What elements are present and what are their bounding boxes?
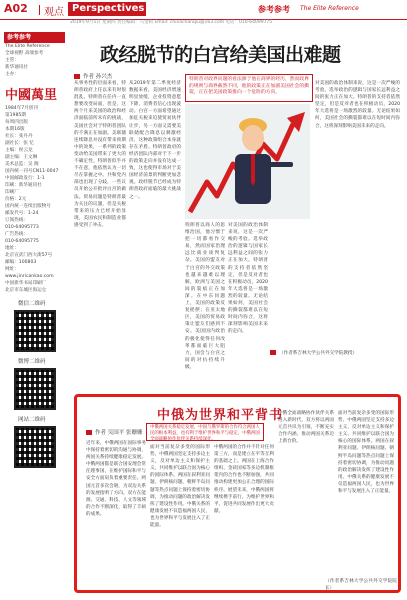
qr-label-weibo: 微博二维码 [18, 359, 46, 365]
info-line: 中国邮政发行：1-1 [5, 176, 45, 181]
info-line: 邮编：100803 [5, 260, 37, 265]
article-column-3: 特朗普以商人的思维治国，他习惯于把一切都看作交易，然而国家治理远比商业谈判复杂。美国的盟友对于白宫的外交政策也越来越难以理解，欧洲与美国之间的裂痕正在加深。在中东问题上，美国的政策反复摇摆；在亚太地区，美国的贸易政策让盟友们感到不安。美国国内政治的极化使得任何改革都面临巨大阻力，国会与白宫之间的对抗持续升级。 [185, 223, 225, 370]
info-line: 北京市东城区海运仓 [5, 288, 47, 293]
sidebar-line: 全球视野 高端参考 [5, 51, 44, 56]
box-column-3: 中俄两国的合作并不针对任何第三方，而是建立在平等互利的基础之上。两国在上海合作组织、金砖国家等多边机制框架内的合作也不断加强，共同推动构建更加公正合理的国际秩序。展望未来，中俄两国将继续携手前行，为维护世界和平、促进共同发展作出更大贡献。 [214, 445, 274, 514]
info-line: www.jinricankao.com [5, 274, 54, 279]
author-marker-icon [74, 74, 80, 79]
info-line: 印刷厂 [5, 190, 19, 195]
page-code: A02 [4, 2, 28, 15]
box-article-lead: 中俄两国关系稳定发展，中国与俄罗斯的合作符合两国人民的根本利益，也有利于维护世界和平与稳定，中俄两国全面战略协作伙伴关系持续深化。 [146, 423, 264, 441]
article-lead: 特朗普对政界问题的看法源于他在商界的经历，然而政界的规则与商界截然不同，他的政策正在加剧美国社会的撕裂，正在把美国政策推向一个危险的方向。 [185, 74, 313, 102]
box-column-2: 面对当前复杂多变的国际形势，中俄两国坚定支持多边主义，反对单边主义和保护主义，共同维护以联合国为核心的国际体系。两国在叙利亚问题、伊朗核问题、朝鲜半岛问题等热点问题上保持着密切协调，为推动问题的政治解决发挥了建设性作用。中俄关系的健康发展不仅造福两国人民，也为世界和平与发展注入了正能量。 [150, 445, 210, 529]
article-column-1: 从事务性的层面来看，特朗普政府上任以来有时很混乱。特朗普在任内一直想要改变局面，但是，这两个月来美国的政治和经济面临前所未有的挑战，美国社会对于特朗普团队的不满正在加剧。美联储连续降息并没有带来预期中的效果，一系列的政策变动给美国带来了更大的不确定性。特朗普似乎并不在意，他依然认为一切尽在掌握之中。共和党内部也出现了分歧，一些议员开始公开批评白宫的做法。贸易问题是特朗普最为关注的议题，但是关税带来的压力已经开始显现，美国农民和制造业都感受到了冲击。 [74, 81, 126, 228]
box-article-title: 中俄为世界和平背书 [157, 408, 284, 423]
sidebar [2, 32, 72, 594]
info-line: 中国新华书局印刷厂 [5, 281, 47, 286]
qr-code-website[interactable] [14, 426, 56, 468]
article-author [74, 72, 112, 80]
qr-code-weibo[interactable] [14, 368, 56, 410]
info-line: 地址： [5, 246, 19, 251]
sidebar-line: 主管： [5, 58, 19, 63]
info-line: 主编：侯云龙 [5, 148, 33, 153]
info-line: 印刷：新华通讯社 [5, 183, 42, 188]
sidebar-line: 主办： [5, 72, 19, 77]
box-article-author [86, 428, 143, 436]
article-illustration [185, 104, 310, 219]
section-banner: Perspectives [68, 2, 146, 16]
box-author-name: 作者 吴国平 张姗姗 [95, 430, 143, 436]
info-line: 1984年7月创刊 [5, 106, 38, 111]
sidebar-mark: 中國萬里 [5, 88, 58, 103]
article-headline: 政经脱节的白宫给美国出难题 [100, 44, 341, 66]
sidebar-info [2, 105, 72, 294]
box-column-4: 中俄全面战略协作伙伴关系进入新时代，双方将以两国元首共识为引领，不断充实合作内涵，推动两国关系迈上新台阶。 [278, 411, 334, 445]
trump-chart-illustration [185, 104, 310, 219]
info-line: 国内统一连续出版物号 [5, 204, 51, 209]
qr-code-wechat[interactable] [14, 310, 56, 352]
info-line: 订阅热线： [5, 218, 28, 223]
sidebar-line: The Elite Reference [5, 44, 50, 49]
info-line: 社长：张丹丹 [5, 134, 33, 139]
header-meta: 2019年9月5日 星期四 责任编辑：马金莉 Email: chinachanqiu@163.com 电话：010-64099775 [70, 20, 273, 25]
info-line: 网址： [5, 267, 19, 272]
box-author-marker-icon [86, 430, 92, 435]
box-column-1: 近年来，中俄两国在国际事务中保持着密切的沟通与协调，两国关系持续健康稳定发展。中俄两国都是联合国安理会常任理事国，在维护国际和平与安全方面肩负着重要责任。两国元首多次会晤，为双边关系的发展指明了方向。双方在能源、交通、科技、人文等领域的合作不断深化，取得了丰硕的成果。 [86, 441, 146, 517]
caption-text: （作者系吉林大学公共外交学院教授） [279, 351, 358, 356]
info-line: 国内统一刊号CN11-0047 [5, 169, 59, 174]
section-name: 观点 [44, 7, 64, 18]
info-line: 第1985期 [5, 113, 26, 118]
info-line: 010-64095775 [5, 239, 39, 244]
article-caption [270, 350, 395, 356]
page-header [0, 0, 407, 20]
info-line: 价格：2元 [5, 197, 27, 202]
article-column-4: 对美国的政治体制来说，这是一次严峻的考验。选举政治的逻辑与国家长远利益之间的张力正在加大。特朗普的支持者依然坚定，但是反对者也在积极动员，2020年大选将是一场激烈的较量。无论结果如何，美国社会的撕裂都难以在短时间内弥合，这将深刻影响美国未来的走向。 [228, 223, 268, 335]
info-line: 每周四出版 [5, 120, 28, 125]
header-divider [39, 5, 40, 15]
info-line: 010-64095773 [5, 225, 39, 230]
article-column-2: 从2019年第二季度经济数据来看，美国经济增速明显放缓，企业投资意愿下降，消费者信心出现波动。白宫一方面希望通过加征关税来迫使贸易伙伴让步，另一方面又需要美联储配合降息以刺激经济，这种政策组合本身就存在矛盾。特朗普政府的经济团队内部对于下一步的政策走向并没有达成一致，这也使得市场对于美国经济前景的判断更加悲观。政经脱节已经成为特朗普政府面临的最大挑战之一。 [129, 81, 181, 200]
info-line: 广告热线： [5, 232, 28, 237]
author-name: 作者 孙兴杰 [83, 74, 113, 80]
info-line: 本期16版 [5, 127, 25, 132]
article-column-5: 对美国的政治体制来说，这是一次严峻的考验。选举政治的逻辑与国家长远利益之间的张力正在加大。特朗普的支持者依然坚定，但是反对者也在积极动员，2020年大选将是一场激烈的较量。无论结果如何，美国社会的撕裂都难以在短时间内弥合，这将深刻影响美国未来的走向。 [315, 81, 400, 129]
info-line: 副社长：张 忆 [5, 141, 35, 146]
sidebar-line: 新华通讯社 [5, 65, 28, 70]
caption-marker-icon [270, 350, 276, 355]
sidebar-logo: 参考参考 [4, 32, 65, 43]
box-column-5: 面对当前复杂多变的国际形势，中俄两国坚定支持多边主义，反对单边主义和保护主义，共同维护以联合国为核心的国际体系。两国在叙利亚问题、伊朗核问题、朝鲜半岛问题等热点问题上保持着密切协调，为推动问题的政治解决发挥了建设性作用。中俄关系的健康发展不仅造福两国人民，也为世界和平与发展注入了正能量。 [338, 411, 394, 495]
qr-label-wechat: 微信二维码 [18, 301, 46, 307]
masthead-logo-en: The Elite Reference [300, 5, 359, 12]
qr-label-website: 网站二维码 [18, 417, 46, 423]
info-line: 副主编：王文琳 [5, 155, 38, 160]
info-line: 北京宣武门西大街57号 [5, 253, 53, 258]
box-caption: （作者系吉林大学公共外交学院院长） [325, 579, 397, 592]
info-line: 邮发代号：1-24 [5, 211, 39, 216]
masthead-logo: 参考参考 [258, 5, 290, 14]
info-line: 美术总监：吴 阁 [5, 162, 39, 167]
